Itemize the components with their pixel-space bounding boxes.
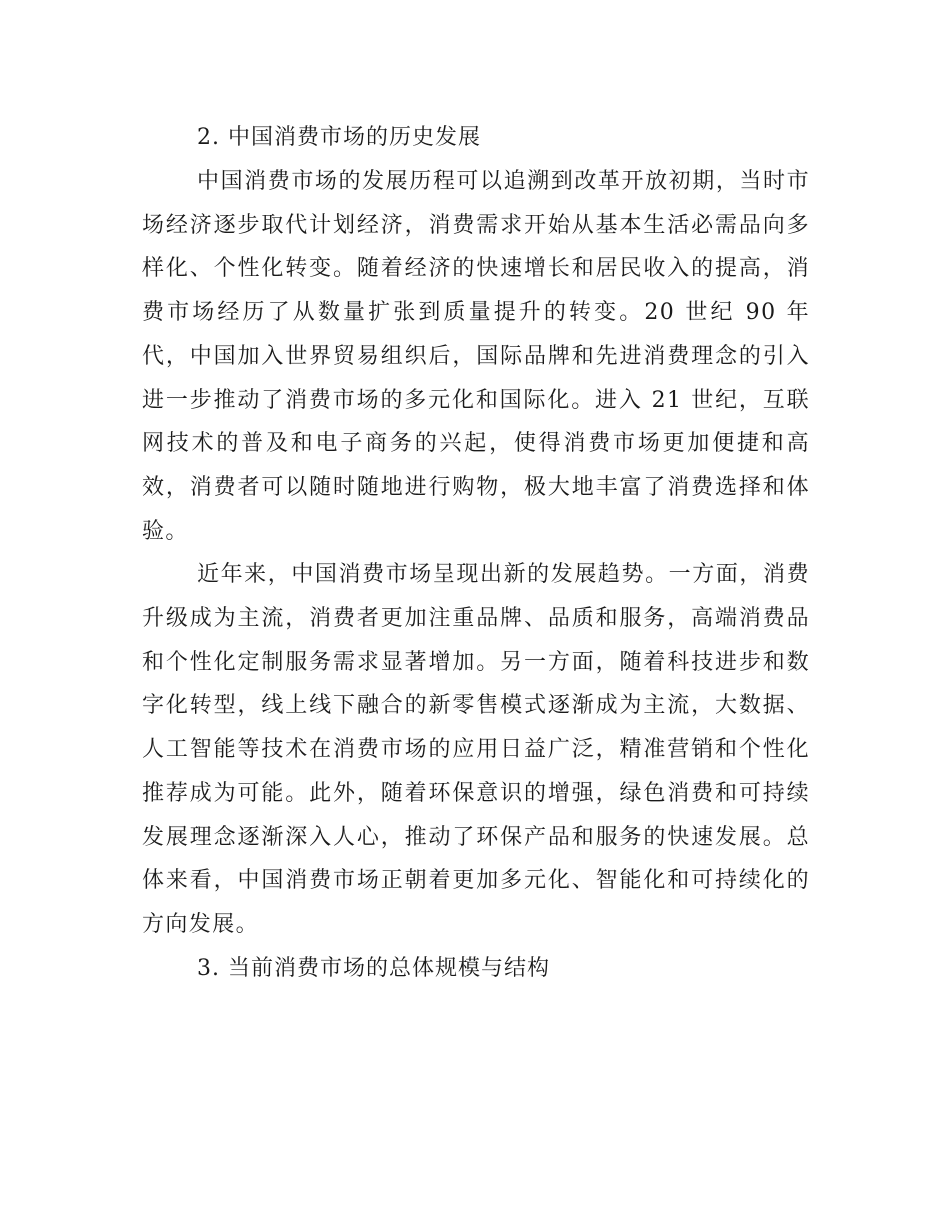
section-heading-2: 2. 中国消费市场的历史发展 <box>197 125 481 150</box>
paragraph-trends: 近年来，中国消费市场呈现出新的发展趋势。一方面，消费升级成为主流，消费者更加注重品牌、品质和服务，高端消费品和个性化定制服务需求显著增加。另一方面，随着科技进步和数字化转型，线上线下融合的新零售模式逐渐成为主流，大数据、人工智能等技术在消费市场的应用日益广泛，精准营销和个性化推荐成为可能。此外，随着环保意识的增强，绿色消费和可持续发展理念逐渐深入人心，推动了环保产品和服务的快速发展。总体来看，中国消费市场正朝着更加多元化、智能化和可持续化的方向发展。 <box>142 562 810 937</box>
section-heading-3: 3. 当前消费市场的总体规模与结构 <box>197 955 550 981</box>
paragraph-history: 中国消费市场的发展历程可以追溯到改革开放初期，当时市场经济逐步取代计划经济，消费需求开始从基本生活必需品向多样化、个性化转变。随着经济的快速增长和居民收入的提高，消费市场经历了从数量扩张到质量提升的转变。20 世纪 90 年代，中国加入世界贸易组织后，国际品牌和先进消费理念的引入进一步推动了消费市场的多元化和国际化。进入 21 世纪，互联网技术的普及和电子商务的兴起，使得消费市场更加便捷和高效，消费者可以随时随地进行购物，极大地丰富了消费选择和体验。 <box>142 169 810 544</box>
document-body <box>142 116 810 991</box>
